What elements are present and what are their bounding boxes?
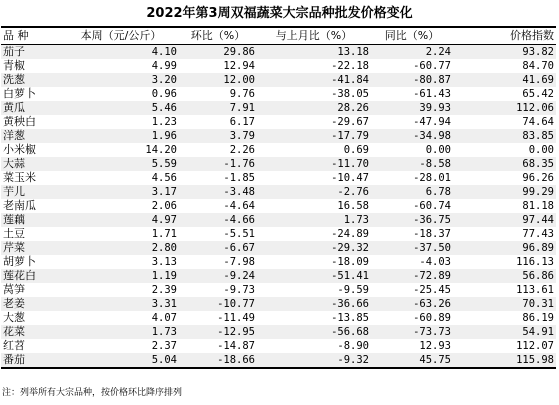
- cell-variety: 青椒: [1, 59, 63, 73]
- cell-variety: 小米椒: [1, 143, 63, 157]
- header-week-on-week: 环比（%）: [179, 27, 257, 45]
- cell-vs-last-month: -8.90: [257, 339, 371, 353]
- cell-variety: 莲花白: [1, 269, 63, 283]
- cell-year-on-year: -37.50: [371, 241, 453, 255]
- cell-variety: 胡萝卜: [1, 255, 63, 269]
- cell-vs-last-month: -38.05: [257, 87, 371, 101]
- cell-variety: 洗葱: [1, 73, 63, 87]
- table-row: [1, 311, 556, 325]
- cell-week-on-week: 12.00: [179, 73, 257, 87]
- cell-this-week-price: 3.31: [63, 297, 179, 311]
- cell-week-on-week: -4.64: [179, 199, 257, 213]
- cell-week-on-week: 7.91: [179, 101, 257, 115]
- cell-variety: 番茄: [1, 353, 63, 368]
- cell-year-on-year: 39.93: [371, 101, 453, 115]
- cell-year-on-year: -61.43: [371, 87, 453, 101]
- cell-this-week-price: 0.96: [63, 87, 179, 101]
- cell-variety: 红苕: [1, 339, 63, 353]
- cell-vs-last-month: -36.66: [257, 297, 371, 311]
- cell-this-week-price: 5.59: [63, 157, 179, 171]
- cell-this-week-price: 4.97: [63, 213, 179, 227]
- cell-year-on-year: 12.93: [371, 339, 453, 353]
- cell-year-on-year: -73.73: [371, 325, 453, 339]
- cell-week-on-week: 12.94: [179, 59, 257, 73]
- cell-this-week-price: 3.13: [63, 255, 179, 269]
- cell-this-week-price: 1.23: [63, 115, 179, 129]
- cell-week-on-week: 3.79: [179, 129, 257, 143]
- cell-variety: 莴笋: [1, 283, 63, 297]
- table-row: [1, 241, 556, 255]
- cell-variety: 洋葱: [1, 129, 63, 143]
- cell-variety: 大蒜: [1, 157, 63, 171]
- cell-vs-last-month: -10.47: [257, 171, 371, 185]
- header-variety: 品 种: [1, 27, 63, 45]
- cell-week-on-week: 9.76: [179, 87, 257, 101]
- table-title: 2022年第3周双福蔬菜大宗品种批发价格变化: [146, 6, 413, 21]
- cell-price-index: 41.69: [453, 73, 556, 87]
- table-row: [1, 129, 556, 143]
- cell-variety: 芋儿: [1, 185, 63, 199]
- cell-this-week-price: 5.46: [63, 101, 179, 115]
- cell-vs-last-month: -41.84: [257, 73, 371, 87]
- table-row: [1, 101, 556, 115]
- cell-variety: 土豆: [1, 227, 63, 241]
- cell-this-week-price: 4.07: [63, 311, 179, 325]
- cell-week-on-week: -1.85: [179, 171, 257, 185]
- cell-this-week-price: 1.96: [63, 129, 179, 143]
- table-row: [1, 87, 556, 101]
- cell-price-index: 99.29: [453, 185, 556, 199]
- cell-vs-last-month: -56.68: [257, 325, 371, 339]
- table-header-row: [1, 27, 556, 45]
- cell-vs-last-month: -51.41: [257, 269, 371, 283]
- cell-price-index: 56.86: [453, 269, 556, 283]
- table-footnote: 注：列举所有大宗品种，按价格环比降序排列: [2, 388, 183, 398]
- cell-variety: 芹菜: [1, 241, 63, 255]
- cell-year-on-year: -60.77: [371, 59, 453, 73]
- cell-vs-last-month: -17.79: [257, 129, 371, 143]
- table-row: [1, 157, 556, 171]
- cell-week-on-week: -18.66: [179, 353, 257, 368]
- cell-vs-last-month: -13.85: [257, 311, 371, 325]
- cell-price-index: 86.19: [453, 311, 556, 325]
- cell-year-on-year: -36.75: [371, 213, 453, 227]
- cell-vs-last-month: 28.26: [257, 101, 371, 115]
- cell-vs-last-month: 13.18: [257, 45, 371, 60]
- cell-price-index: 70.31: [453, 297, 556, 311]
- table-row: [1, 213, 556, 227]
- cell-year-on-year: 45.75: [371, 353, 453, 368]
- cell-price-index: 96.26: [453, 171, 556, 185]
- cell-price-index: 0.00: [453, 143, 556, 157]
- header-year-on-year: 同比（%）: [371, 27, 453, 45]
- table-row: [1, 199, 556, 213]
- cell-vs-last-month: 0.69: [257, 143, 371, 157]
- table-row: [1, 59, 556, 73]
- cell-variety: 莲藕: [1, 213, 63, 227]
- cell-variety: 黄秧白: [1, 115, 63, 129]
- cell-week-on-week: -7.98: [179, 255, 257, 269]
- cell-week-on-week: -11.49: [179, 311, 257, 325]
- table-row: [1, 339, 556, 353]
- cell-year-on-year: -28.01: [371, 171, 453, 185]
- cell-vs-last-month: -9.32: [257, 353, 371, 368]
- cell-price-index: 112.06: [453, 101, 556, 115]
- cell-week-on-week: -1.76: [179, 157, 257, 171]
- cell-this-week-price: 5.04: [63, 353, 179, 368]
- table-row: [1, 115, 556, 129]
- header-this-week-price: 本周（元/公斤）: [63, 27, 179, 45]
- cell-price-index: 115.98: [453, 353, 556, 368]
- cell-year-on-year: -25.45: [371, 283, 453, 297]
- cell-year-on-year: 6.78: [371, 185, 453, 199]
- cell-price-index: 54.91: [453, 325, 556, 339]
- cell-this-week-price: 1.19: [63, 269, 179, 283]
- cell-week-on-week: 6.17: [179, 115, 257, 129]
- cell-price-index: 112.07: [453, 339, 556, 353]
- table-row: [1, 255, 556, 269]
- cell-week-on-week: -12.95: [179, 325, 257, 339]
- cell-this-week-price: 1.71: [63, 227, 179, 241]
- cell-year-on-year: -47.94: [371, 115, 453, 129]
- cell-week-on-week: -14.87: [179, 339, 257, 353]
- table-row: [1, 185, 556, 199]
- cell-variety: 黄瓜: [1, 101, 63, 115]
- cell-vs-last-month: -22.18: [257, 59, 371, 73]
- cell-price-index: 97.44: [453, 213, 556, 227]
- table-row: [1, 171, 556, 185]
- cell-year-on-year: -34.98: [371, 129, 453, 143]
- cell-price-index: 65.42: [453, 87, 556, 101]
- cell-year-on-year: -63.26: [371, 297, 453, 311]
- cell-this-week-price: 1.73: [63, 325, 179, 339]
- cell-week-on-week: 2.26: [179, 143, 257, 157]
- table-row: [1, 45, 556, 60]
- cell-vs-last-month: -29.32: [257, 241, 371, 255]
- cell-week-on-week: -9.24: [179, 269, 257, 283]
- cell-year-on-year: -18.37: [371, 227, 453, 241]
- cell-price-index: 81.18: [453, 199, 556, 213]
- table-row: [1, 325, 556, 339]
- table-row: [1, 143, 556, 157]
- cell-price-index: 113.61: [453, 283, 556, 297]
- cell-this-week-price: 2.80: [63, 241, 179, 255]
- table-row: [1, 297, 556, 311]
- cell-year-on-year: -60.74: [371, 199, 453, 213]
- table-row: [1, 353, 556, 368]
- cell-variety: 菜玉米: [1, 171, 63, 185]
- cell-variety: 老南瓜: [1, 199, 63, 213]
- cell-this-week-price: 14.20: [63, 143, 179, 157]
- cell-vs-last-month: -2.76: [257, 185, 371, 199]
- cell-week-on-week: -9.73: [179, 283, 257, 297]
- cell-price-index: 74.64: [453, 115, 556, 129]
- cell-year-on-year: 2.24: [371, 45, 453, 60]
- cell-vs-last-month: 16.58: [257, 199, 371, 213]
- cell-price-index: 83.85: [453, 129, 556, 143]
- cell-week-on-week: 29.86: [179, 45, 257, 60]
- cell-week-on-week: -5.51: [179, 227, 257, 241]
- cell-this-week-price: 4.56: [63, 171, 179, 185]
- cell-year-on-year: -72.89: [371, 269, 453, 283]
- cell-price-index: 77.43: [453, 227, 556, 241]
- cell-variety: 大葱: [1, 311, 63, 325]
- table-row: [1, 283, 556, 297]
- cell-variety: 花菜: [1, 325, 63, 339]
- cell-this-week-price: 3.17: [63, 185, 179, 199]
- cell-vs-last-month: -18.09: [257, 255, 371, 269]
- cell-variety: 老姜: [1, 297, 63, 311]
- cell-year-on-year: -80.87: [371, 73, 453, 87]
- table-row: [1, 227, 556, 241]
- cell-this-week-price: 3.20: [63, 73, 179, 87]
- cell-price-index: 93.82: [453, 45, 556, 60]
- cell-this-week-price: 2.37: [63, 339, 179, 353]
- table-body: [1, 45, 556, 369]
- cell-vs-last-month: -9.59: [257, 283, 371, 297]
- cell-this-week-price: 2.06: [63, 199, 179, 213]
- price-table: [1, 26, 556, 369]
- cell-this-week-price: 4.99: [63, 59, 179, 73]
- header-vs-last-month: 与上月比（%）: [257, 27, 371, 45]
- cell-vs-last-month: -29.67: [257, 115, 371, 129]
- cell-this-week-price: 4.10: [63, 45, 179, 60]
- cell-week-on-week: -4.66: [179, 213, 257, 227]
- cell-this-week-price: 2.39: [63, 283, 179, 297]
- cell-week-on-week: -6.67: [179, 241, 257, 255]
- cell-year-on-year: 0.00: [371, 143, 453, 157]
- cell-price-index: 68.35: [453, 157, 556, 171]
- cell-year-on-year: -60.89: [371, 311, 453, 325]
- cell-vs-last-month: 1.73: [257, 213, 371, 227]
- cell-year-on-year: -8.58: [371, 157, 453, 171]
- cell-price-index: 116.13: [453, 255, 556, 269]
- cell-vs-last-month: -24.89: [257, 227, 371, 241]
- cell-variety: 白萝卜: [1, 87, 63, 101]
- header-price-index: 价格指数: [453, 27, 556, 45]
- cell-price-index: 84.70: [453, 59, 556, 73]
- cell-vs-last-month: -11.70: [257, 157, 371, 171]
- cell-week-on-week: -3.48: [179, 185, 257, 199]
- cell-variety: 茄子: [1, 45, 63, 60]
- cell-week-on-week: -10.77: [179, 297, 257, 311]
- table-row: [1, 73, 556, 87]
- cell-year-on-year: -4.03: [371, 255, 453, 269]
- cell-price-index: 96.89: [453, 241, 556, 255]
- table-row: [1, 269, 556, 283]
